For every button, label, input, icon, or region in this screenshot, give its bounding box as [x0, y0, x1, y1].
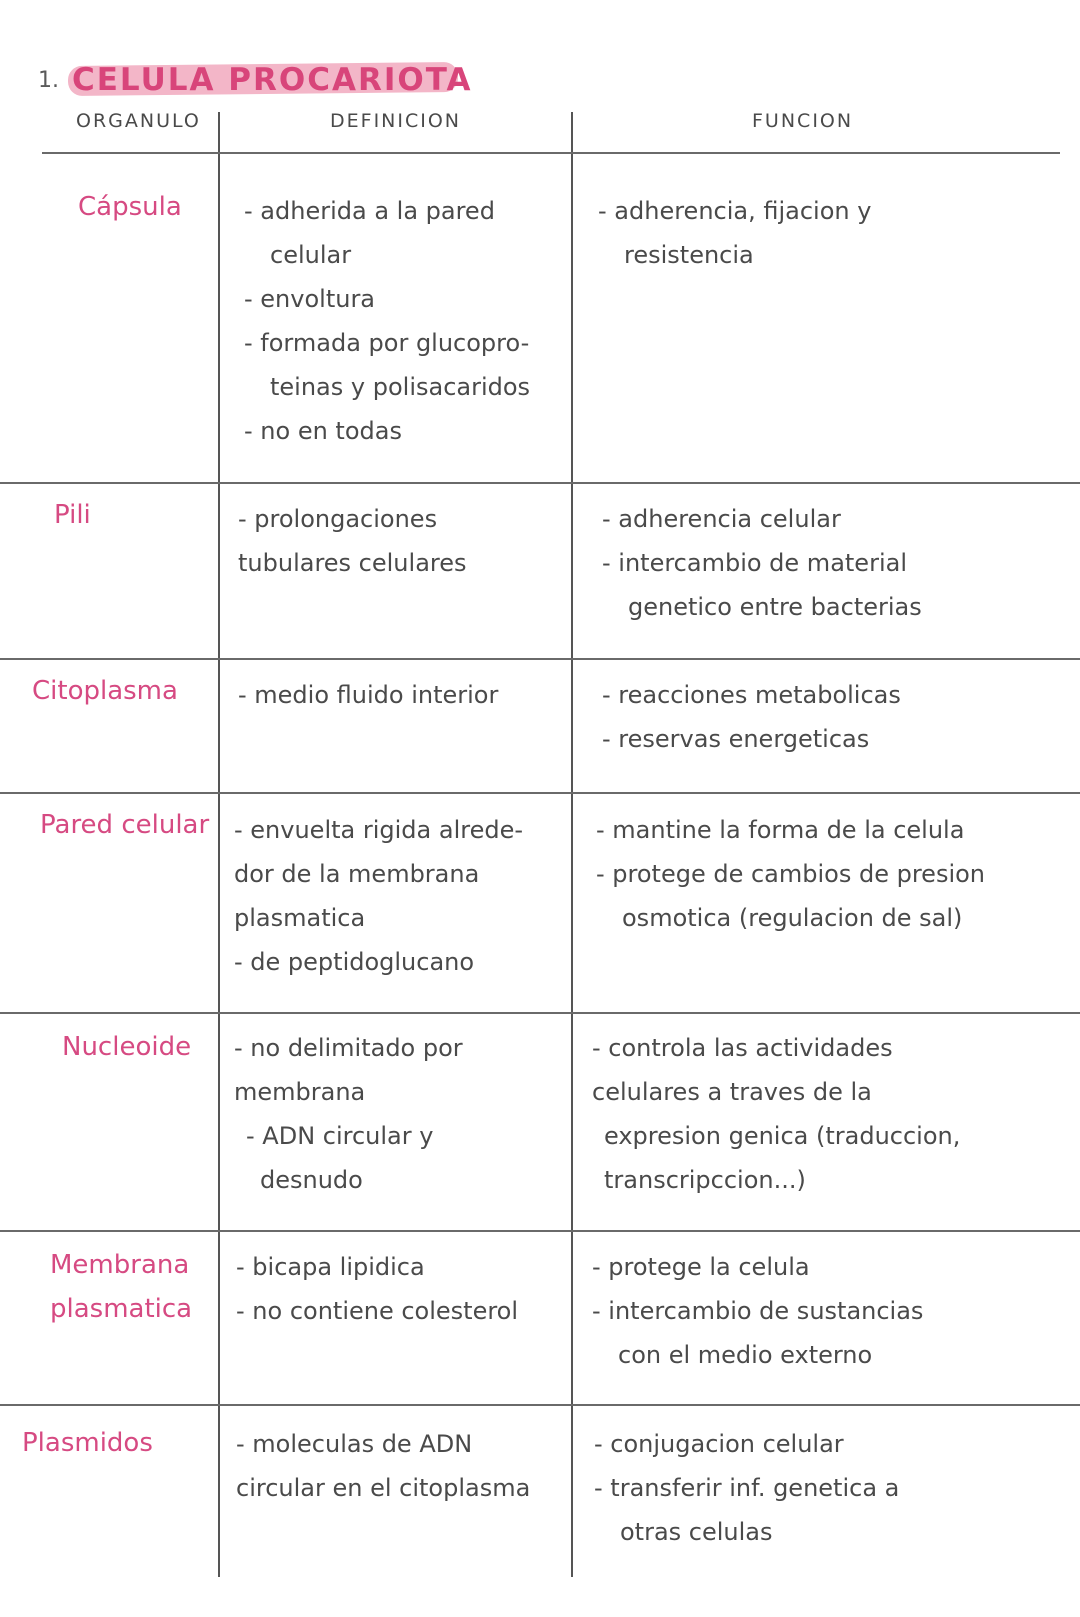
text-line: - de peptidoglucano — [234, 948, 475, 976]
definicion-capsula — [244, 189, 530, 453]
definicion-plasmidos — [236, 1422, 530, 1510]
row-divider — [0, 658, 1080, 660]
text-line: - formada por glucopro- — [244, 329, 530, 357]
definicion-membrana-plasmatica — [236, 1245, 518, 1333]
header-divider — [42, 152, 1060, 154]
header-organulo: ORGANULO — [76, 110, 201, 132]
text-line: dor de la membrana — [234, 860, 480, 888]
header-definicion: DEFINICION — [330, 110, 462, 132]
text-line: - adherencia, fijacion y — [598, 197, 872, 225]
organulo-pili: Pili — [54, 500, 91, 530]
text-line: con el medio externo — [618, 1341, 873, 1369]
organulo-capsula: Cápsula — [78, 192, 182, 222]
definicion-pared-celular — [234, 808, 523, 984]
row-divider — [0, 1230, 1080, 1232]
row-divider — [0, 1404, 1080, 1406]
text-line: - mantine la forma de la celula — [596, 816, 965, 844]
row-divider — [0, 482, 1080, 484]
header-funcion: FUNCION — [752, 110, 854, 132]
title-text: CELULA PROCARIOTA — [72, 62, 473, 98]
funcion-citoplasma — [602, 673, 901, 761]
column-divider-2 — [571, 112, 573, 1577]
text-line: membrana — [234, 1078, 366, 1106]
text-line: circular en el citoplasma — [236, 1474, 531, 1502]
funcion-membrana-plasmatica — [592, 1245, 923, 1377]
funcion-capsula — [598, 189, 871, 277]
text-line: expresion genica (traduccion, — [604, 1122, 961, 1150]
text-line: - intercambio de material — [602, 549, 907, 577]
text-line: resistencia — [624, 241, 754, 269]
text-line: - no contiene colesterol — [236, 1297, 519, 1325]
organulo-nucleoide: Nucleoide — [62, 1032, 192, 1062]
text-line: otras celulas — [620, 1518, 773, 1546]
text-line: - prolongaciones — [238, 505, 438, 533]
text-line: - intercambio de sustancias — [592, 1297, 924, 1325]
funcion-plasmidos — [594, 1422, 899, 1554]
text-line: - ADN circular y — [246, 1122, 434, 1150]
text-line: - moleculas de ADN — [236, 1430, 473, 1458]
text-line: - conjugacion celular — [594, 1430, 844, 1458]
text-line: - protege la celula — [592, 1253, 810, 1281]
column-divider-1 — [218, 112, 220, 1577]
text-line: desnudo — [260, 1166, 363, 1194]
row-divider — [0, 1012, 1080, 1014]
text-line: - bicapa lipidica — [236, 1253, 425, 1281]
definicion-nucleoide — [234, 1026, 463, 1202]
organulo-membrana: Membrana — [50, 1250, 190, 1280]
title-number: 1. — [38, 68, 59, 93]
text-line: - transferir inf. genetica a — [594, 1474, 900, 1502]
row-divider — [0, 792, 1080, 794]
text-line: transcripccion...) — [604, 1166, 806, 1194]
text-line: tubulares celulares — [238, 549, 467, 577]
text-line: - envuelta rigida alrede- — [234, 816, 524, 844]
definicion-pili — [238, 497, 467, 585]
text-line: - no delimitado por — [234, 1034, 463, 1062]
organulo-plasmatica: plasmatica — [50, 1294, 193, 1324]
text-line: - medio fluido interior — [238, 681, 499, 709]
organulo-pared-celular: Pared celular — [40, 810, 210, 840]
text-line: celular — [270, 241, 352, 269]
text-line: osmotica (regulacion de sal) — [622, 904, 963, 932]
funcion-pili — [602, 497, 922, 629]
organulo-plasmidos: Plasmidos — [22, 1428, 153, 1458]
text-line: celulares a traves de la — [592, 1078, 872, 1106]
funcion-pared-celular — [596, 808, 985, 940]
text-line: plasmatica — [234, 904, 366, 932]
text-line: - adherida a la pared — [244, 197, 495, 225]
text-line: - controla las actividades — [592, 1034, 893, 1062]
text-line: - reservas energeticas — [602, 725, 870, 753]
definicion-citoplasma — [238, 673, 498, 717]
text-line: - no en todas — [244, 417, 402, 445]
text-line: - adherencia celular — [602, 505, 841, 533]
text-line: genetico entre bacterias — [628, 593, 922, 621]
text-line: - reacciones metabolicas — [602, 681, 901, 709]
text-line: teinas y polisacaridos — [270, 373, 531, 401]
text-line: - protege de cambios de presion — [596, 860, 986, 888]
organulo-citoplasma: Citoplasma — [32, 676, 178, 706]
text-line: - envoltura — [244, 285, 376, 313]
funcion-nucleoide — [592, 1026, 960, 1202]
